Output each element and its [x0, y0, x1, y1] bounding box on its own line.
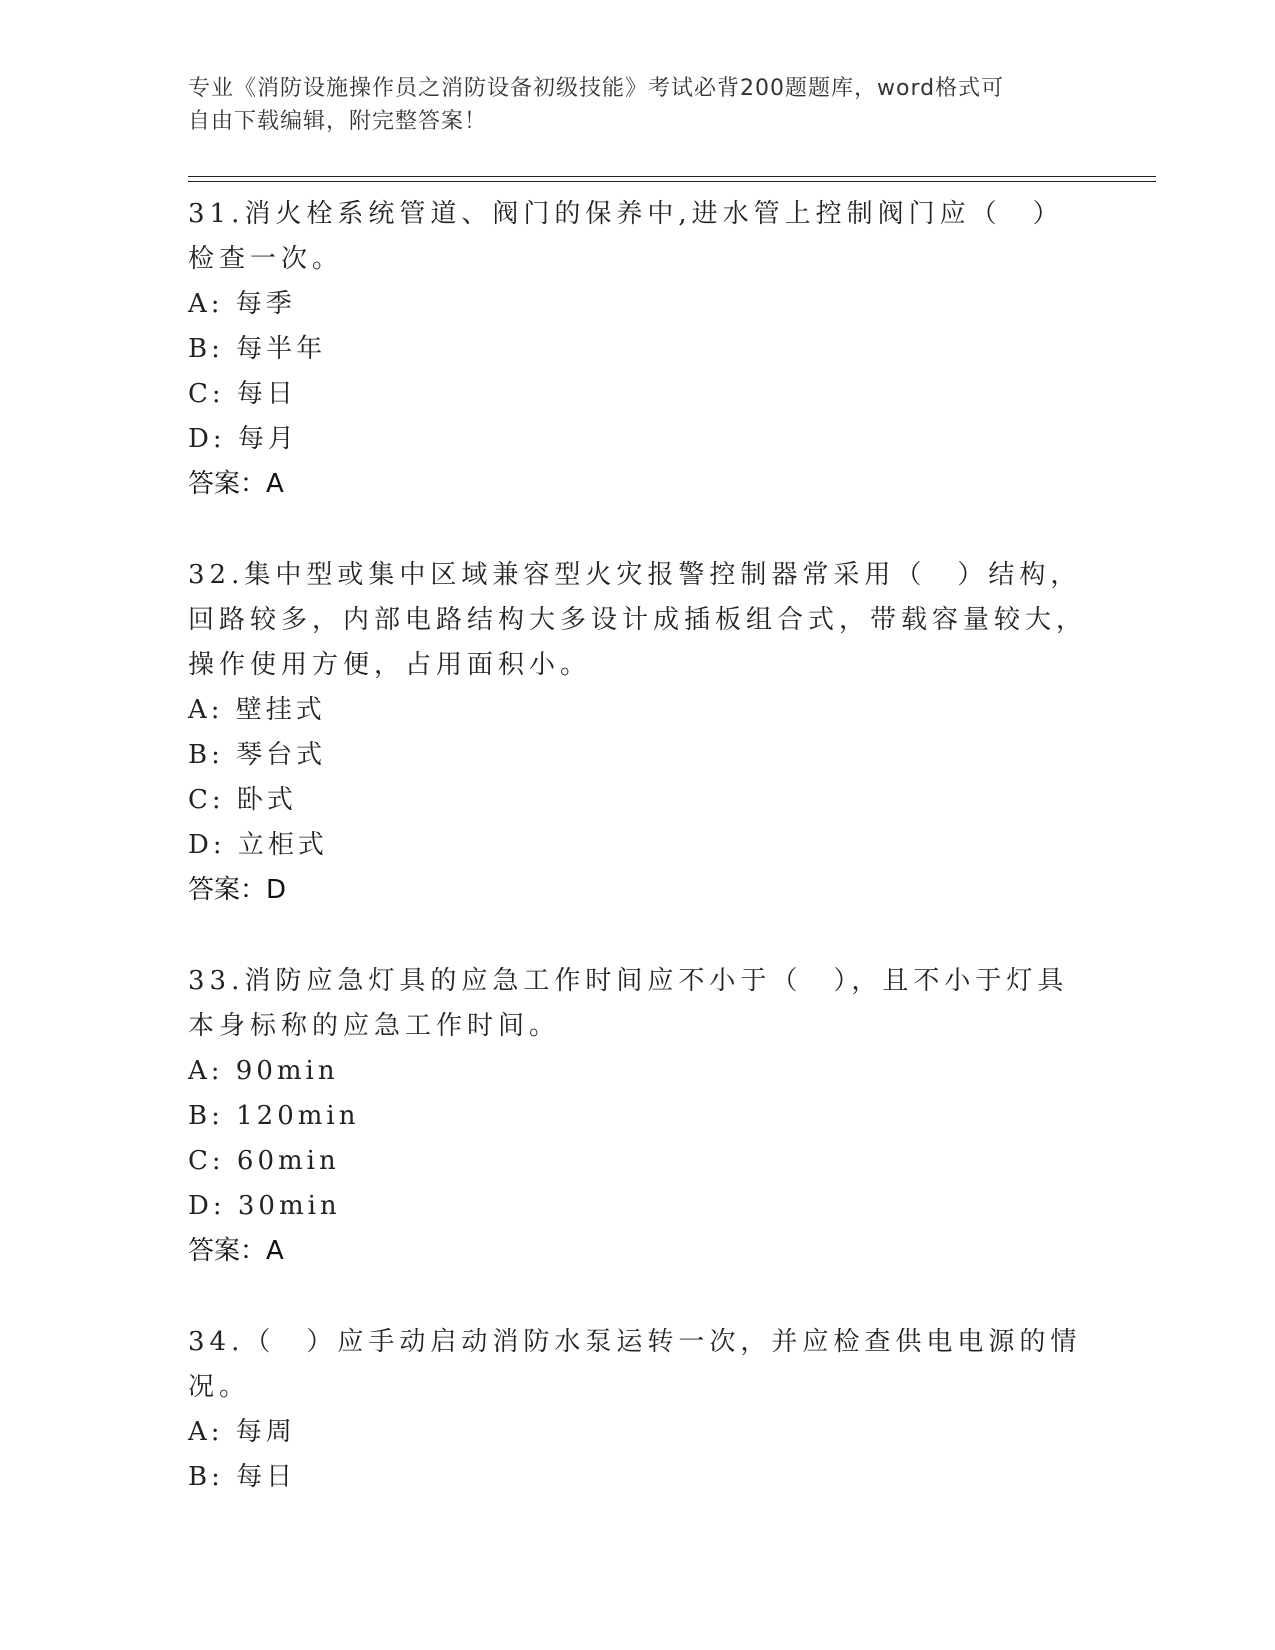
answer-line: 答案：A [188, 469, 284, 499]
question-31 [188, 192, 1088, 507]
option-d: D: 每月 [188, 424, 298, 454]
question-stem: 32.集中型或集中区域兼容型火灾报警控制器常采用（ ）结构，回路较多，内部电路结构大多设计成插板组合式，带载容量较大，操作使用方便，占用面积小。 [188, 560, 1088, 680]
option-a: A: 壁挂式 [188, 695, 326, 725]
answer-line: 答案：A [188, 1236, 284, 1266]
question-stem: 34.（ ）应手动启动消防水泵运转一次，并应检查供电电源的情况。 [188, 1327, 1082, 1402]
option-b: B: 120min [188, 1101, 360, 1131]
option-b: B: 琴台式 [188, 740, 327, 770]
option-c: C: 每日 [188, 379, 297, 409]
header-line-1: 专业《消防设施操作员之消防设备初级技能》考试必背200题题库，word格式可 [188, 76, 1005, 101]
question-stem: 31.消火栓系统管道、阀门的保养中,进水管上控制阀门应（ ）检查一次。 [188, 199, 1064, 274]
option-a: A: 90min [188, 1056, 339, 1086]
document-header [188, 72, 1068, 138]
answer-line: 答案：D [188, 875, 287, 905]
header-line-2: 自由下载编辑，附完整答案！ [188, 109, 488, 134]
header-divider-top [188, 176, 1156, 177]
option-a: A: 每季 [188, 289, 296, 319]
question-32 [188, 553, 1088, 913]
option-b: B: 每日 [188, 1462, 297, 1492]
question-list [188, 192, 1088, 1546]
option-c: C: 卧式 [188, 785, 297, 815]
option-d: D: 30min [188, 1191, 341, 1221]
question-33 [188, 959, 1088, 1274]
option-b: B: 每半年 [188, 334, 327, 364]
option-c: C: 60min [188, 1146, 340, 1176]
option-a: A: 每周 [188, 1417, 296, 1447]
option-d: D: 立柜式 [188, 830, 328, 860]
header-divider-bottom [188, 181, 1156, 182]
question-stem: 33.消防应急灯具的应急工作时间应不小于（ ），且不小于灯具本身标称的应急工作时间。 [188, 966, 1069, 1041]
question-34 [188, 1320, 1088, 1500]
